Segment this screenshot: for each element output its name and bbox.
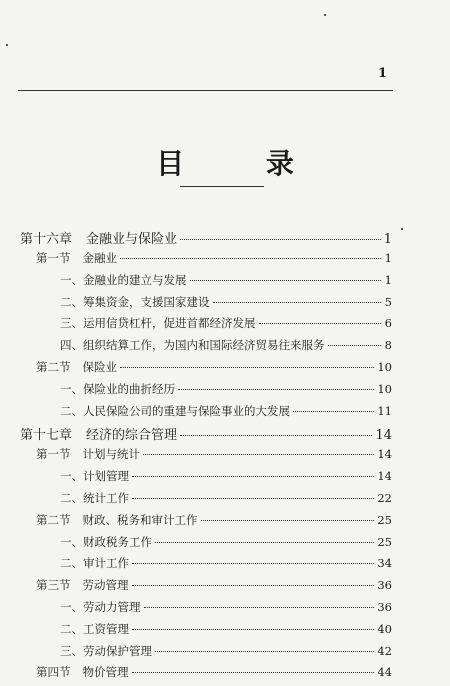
toc-dot-leader xyxy=(132,629,374,630)
toc-entry-page: 1 xyxy=(384,251,392,265)
toc-entry-number: 第一节 xyxy=(36,447,71,462)
toc-entry-page: 42 xyxy=(377,643,392,658)
toc-dot-leader xyxy=(132,563,374,564)
toc-entry-number: 二、 xyxy=(60,294,83,309)
toc-entry-page: 14 xyxy=(375,428,392,444)
toc-entry-page: 8 xyxy=(384,338,392,353)
toc-entry-number: 第一节 xyxy=(36,251,71,265)
toc-entry-chapter[interactable] xyxy=(20,424,392,446)
toc-entry-number: 三、 xyxy=(60,316,83,331)
toc-entry-title: 劳动管理 xyxy=(82,578,129,593)
toc-entry-number: 第十六章 xyxy=(20,232,73,247)
toc-entry-section[interactable] xyxy=(20,512,392,534)
toc-dot-leader xyxy=(180,239,381,240)
toc-entry-item[interactable] xyxy=(20,272,392,294)
header-rule xyxy=(18,90,393,91)
toc-entry-number: 二、 xyxy=(60,621,83,636)
toc-entry-title: 财政税务工作 xyxy=(83,534,152,549)
toc-entry-number: 第四节 xyxy=(36,665,71,680)
toc-entry-number: 二、 xyxy=(60,403,83,418)
toc-entry-page: 6 xyxy=(384,316,392,331)
toc-entry-number: 第二节 xyxy=(36,512,71,527)
toc-entry-item[interactable] xyxy=(20,555,392,577)
toc-dot-leader xyxy=(132,498,374,499)
toc-dot-leader xyxy=(120,258,381,259)
toc-entry-number: 二、 xyxy=(60,556,83,571)
toc-entry-item[interactable] xyxy=(20,381,392,403)
toc-entry-item[interactable] xyxy=(20,315,392,337)
toc-entry-title: 计划与统计 xyxy=(82,447,140,462)
toc-entry-page: 36 xyxy=(377,599,392,614)
toc-entry-number: 三、 xyxy=(60,643,83,658)
toc-dot-leader xyxy=(293,411,374,412)
toc-entry-title: 筹集资金，支援国家建设 xyxy=(83,294,210,309)
toc-dot-leader xyxy=(190,280,382,281)
toc-entry-title: 劳动保护管理 xyxy=(83,643,152,658)
toc-entry-item[interactable] xyxy=(20,490,392,512)
scan-speck xyxy=(6,44,8,46)
toc-entry-number: 第二节 xyxy=(36,359,71,374)
toc-entry-title: 审计工作 xyxy=(83,556,129,571)
toc-dot-leader xyxy=(155,651,374,652)
toc-entry-page: 1 xyxy=(383,232,392,247)
toc-entry-page: 11 xyxy=(377,403,392,418)
toc-dot-leader xyxy=(144,607,375,608)
toc-entry-item[interactable] xyxy=(20,294,392,316)
scan-speck xyxy=(401,228,403,230)
toc-dot-leader xyxy=(178,389,374,390)
toc-entry-number: 第十七章 xyxy=(20,428,73,444)
toc-dot-leader xyxy=(259,323,382,324)
toc-dot-leader xyxy=(213,302,382,303)
toc-dot-leader xyxy=(132,476,374,477)
toc-entry-title: 物价管理 xyxy=(82,665,129,680)
toc-dot-leader xyxy=(132,585,375,586)
toc-entry-number: 二、 xyxy=(60,490,83,505)
toc-entry-page: 5 xyxy=(384,294,392,309)
toc-dot-leader xyxy=(155,542,374,543)
toc-dot-leader xyxy=(132,672,375,673)
toc-entry-page: 14 xyxy=(377,447,392,462)
toc-entry-title: 经济的综合管理 xyxy=(86,428,178,444)
toc-entry-item[interactable] xyxy=(20,534,392,556)
toc-entry-page: 22 xyxy=(377,490,392,505)
toc-entry-title: 统计工作 xyxy=(83,490,129,505)
page-number: 1 xyxy=(378,66,388,81)
toc-entry-page: 34 xyxy=(377,556,392,571)
toc-entry-chapter[interactable] xyxy=(20,228,392,250)
toc-entry-title: 金融业 xyxy=(82,251,117,265)
toc-entry-section[interactable] xyxy=(20,664,392,686)
toc-entry-number: 一、 xyxy=(60,534,83,549)
toc-entry-title: 人民保险公司的重建与保险事业的大发展 xyxy=(83,403,290,418)
toc-entry-section[interactable] xyxy=(20,577,392,599)
toc-entry-title: 组织结算工作，为国内和国际经济贸易往来服务 xyxy=(83,338,325,353)
toc-entry-title: 保险业的曲折经历 xyxy=(83,381,175,396)
toc-dot-leader xyxy=(143,454,374,455)
toc-entry-page: 1 xyxy=(384,272,392,287)
toc-entry-page: 25 xyxy=(377,512,392,527)
toc-entry-page: 36 xyxy=(377,578,392,593)
toc-entry-number: 第三节 xyxy=(36,578,71,593)
title-underline xyxy=(180,186,264,187)
toc-entry-number: 一、 xyxy=(60,272,83,287)
toc-entry-page: 10 xyxy=(377,359,392,374)
toc-entry-number: 一、 xyxy=(60,469,83,484)
toc-entry-item[interactable] xyxy=(20,468,392,490)
toc-entry-page: 40 xyxy=(377,621,392,636)
toc-entry-item[interactable] xyxy=(20,621,392,643)
toc-entry-page: 14 xyxy=(377,469,392,484)
toc-entry-item[interactable] xyxy=(20,599,392,621)
toc-dot-leader xyxy=(328,345,382,346)
toc-dot-leader xyxy=(201,520,375,521)
toc-entry-item[interactable] xyxy=(20,403,392,425)
scan-speck xyxy=(324,14,326,16)
toc-entry-section[interactable] xyxy=(20,250,392,272)
toc-entry-title: 计划管理 xyxy=(83,469,129,484)
toc-entry-title: 金融业与保险业 xyxy=(86,232,178,247)
toc-dot-leader xyxy=(180,435,372,436)
toc-entry-page: 25 xyxy=(377,534,392,549)
toc-entry-title: 劳动力管理 xyxy=(83,599,141,614)
toc-entry-section[interactable] xyxy=(20,359,392,381)
table-of-contents xyxy=(20,228,392,686)
toc-entry-number: 一、 xyxy=(60,381,83,396)
toc-entry-title: 保险业 xyxy=(82,359,117,374)
toc-entry-number: 四、 xyxy=(60,338,83,353)
page-title: 目 录 xyxy=(156,147,330,180)
toc-entry-page: 44 xyxy=(377,665,392,680)
toc-entry-page: 10 xyxy=(377,381,392,396)
toc-entry-section[interactable] xyxy=(20,446,392,468)
toc-entry-number: 一、 xyxy=(60,599,83,614)
toc-dot-leader xyxy=(120,367,374,368)
toc-entry-item[interactable] xyxy=(20,337,392,359)
toc-entry-title: 运用信贷杠杆，促进首都经济发展 xyxy=(83,316,256,331)
toc-entry-title: 金融业的建立与发展 xyxy=(83,272,187,287)
toc-entry-title: 工资管理 xyxy=(83,621,129,636)
toc-entry-item[interactable] xyxy=(20,643,392,665)
toc-entry-title: 财政、税务和审计工作 xyxy=(82,512,198,527)
